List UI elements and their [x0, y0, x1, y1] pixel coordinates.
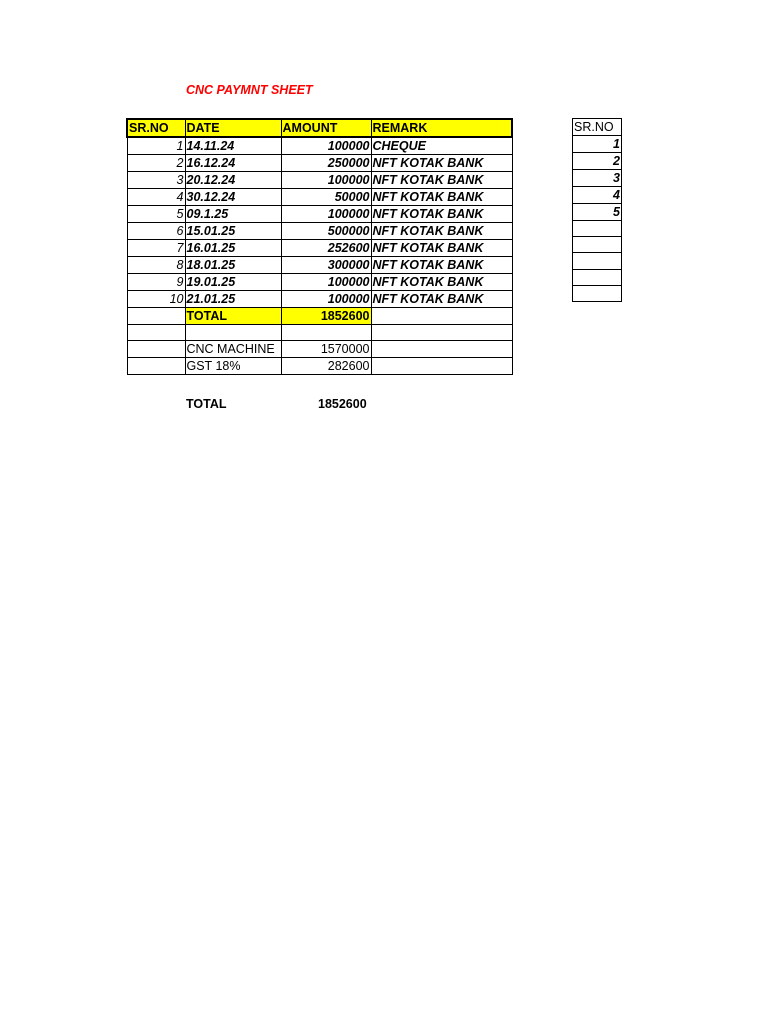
table-row: [127, 155, 512, 172]
side-row: [573, 187, 622, 204]
blank-row: [127, 325, 512, 341]
side-cell[interactable]: [573, 221, 622, 237]
cell-empty[interactable]: [127, 325, 185, 341]
side-header-row: [573, 119, 622, 136]
cell-empty[interactable]: [127, 341, 185, 358]
side-cell[interactable]: [573, 253, 622, 269]
cell-srno[interactable]: 9: [127, 274, 185, 291]
side-row: [573, 153, 622, 170]
cell-remark[interactable]: NFT KOTAK BANK: [371, 257, 512, 274]
cell-srno[interactable]: 4: [127, 189, 185, 206]
cell-date[interactable]: 19.01.25: [185, 274, 281, 291]
table-row: [127, 189, 512, 206]
cell-date[interactable]: 16.01.25: [185, 240, 281, 257]
cell-srno[interactable]: 2: [127, 155, 185, 172]
side-row: [573, 269, 622, 285]
cell-empty[interactable]: [281, 325, 371, 341]
cell-date[interactable]: 20.12.24: [185, 172, 281, 189]
cell-date[interactable]: 14.11.24: [185, 137, 281, 155]
cell-date[interactable]: 18.01.25: [185, 257, 281, 274]
side-cell[interactable]: [573, 237, 622, 253]
cell-empty[interactable]: [127, 358, 185, 375]
cell-empty[interactable]: [185, 325, 281, 341]
cell-amount[interactable]: 100000: [281, 137, 371, 155]
cell-amount[interactable]: 100000: [281, 274, 371, 291]
footer-total-amount: 1852600: [318, 397, 367, 411]
side-cell[interactable]: 4: [573, 187, 622, 204]
cell-srno[interactable]: 8: [127, 257, 185, 274]
cell-amount[interactable]: 50000: [281, 189, 371, 206]
cell-srno[interactable]: 1: [127, 137, 185, 155]
cell-amount[interactable]: 300000: [281, 257, 371, 274]
cell-srno[interactable]: 5: [127, 206, 185, 223]
table-row: [127, 137, 512, 155]
cell-amount[interactable]: 252600: [281, 240, 371, 257]
table-row: [127, 223, 512, 240]
header-remark[interactable]: REMARK: [371, 119, 512, 137]
header-amount[interactable]: AMOUNT: [281, 119, 371, 137]
cell-srno[interactable]: 10: [127, 291, 185, 308]
cell-remark[interactable]: NFT KOTAK BANK: [371, 172, 512, 189]
side-cell[interactable]: 1: [573, 136, 622, 153]
side-srno-table: [572, 118, 622, 302]
cell-amount[interactable]: 500000: [281, 223, 371, 240]
cell-empty[interactable]: [371, 358, 512, 375]
breakdown-label[interactable]: CNC MACHINE: [185, 341, 281, 358]
cell-date[interactable]: 16.12.24: [185, 155, 281, 172]
total-label[interactable]: TOTAL: [185, 308, 281, 325]
side-header-srno[interactable]: SR.NO: [573, 119, 622, 136]
side-cell[interactable]: 2: [573, 153, 622, 170]
cell-amount[interactable]: 100000: [281, 291, 371, 308]
cell-empty[interactable]: [371, 308, 512, 325]
header-row: [127, 119, 512, 137]
sheet-title: CNC PAYMNT SHEET: [186, 83, 313, 97]
cell-srno[interactable]: 7: [127, 240, 185, 257]
cell-remark[interactable]: NFT KOTAK BANK: [371, 155, 512, 172]
total-row: [127, 308, 512, 325]
cell-remark[interactable]: NFT KOTAK BANK: [371, 240, 512, 257]
side-cell[interactable]: 5: [573, 204, 622, 221]
cell-empty[interactable]: [371, 325, 512, 341]
cell-srno[interactable]: 3: [127, 172, 185, 189]
cell-remark[interactable]: CHEQUE: [371, 137, 512, 155]
cell-amount[interactable]: 250000: [281, 155, 371, 172]
side-row: [573, 253, 622, 269]
total-amount[interactable]: 1852600: [281, 308, 371, 325]
cell-amount[interactable]: 100000: [281, 172, 371, 189]
table-row: [127, 206, 512, 223]
table-row: [127, 240, 512, 257]
side-row: [573, 285, 622, 301]
cell-amount[interactable]: 100000: [281, 206, 371, 223]
header-date[interactable]: DATE: [185, 119, 281, 137]
side-row: [573, 237, 622, 253]
side-cell[interactable]: [573, 269, 622, 285]
header-srno[interactable]: SR.NO: [127, 119, 185, 137]
side-cell[interactable]: [573, 285, 622, 301]
table-row: [127, 274, 512, 291]
cell-empty[interactable]: [127, 308, 185, 325]
cell-date[interactable]: 09.1.25: [185, 206, 281, 223]
cell-remark[interactable]: NFT KOTAK BANK: [371, 291, 512, 308]
cell-remark[interactable]: NFT KOTAK BANK: [371, 189, 512, 206]
cell-date[interactable]: 15.01.25: [185, 223, 281, 240]
breakdown-row: [127, 358, 512, 375]
cell-remark[interactable]: NFT KOTAK BANK: [371, 274, 512, 291]
side-row: [573, 204, 622, 221]
cell-remark[interactable]: NFT KOTAK BANK: [371, 206, 512, 223]
side-row: [573, 170, 622, 187]
side-row: [573, 136, 622, 153]
table-row: [127, 257, 512, 274]
breakdown-label[interactable]: GST 18%: [185, 358, 281, 375]
payment-table: [126, 118, 513, 375]
table-row: [127, 172, 512, 189]
breakdown-row: [127, 341, 512, 358]
breakdown-amount[interactable]: 1570000: [281, 341, 371, 358]
cell-date[interactable]: 21.01.25: [185, 291, 281, 308]
footer-total-label: TOTAL: [186, 397, 227, 411]
table-row: [127, 291, 512, 308]
cell-remark[interactable]: NFT KOTAK BANK: [371, 223, 512, 240]
cell-date[interactable]: 30.12.24: [185, 189, 281, 206]
cell-srno[interactable]: 6: [127, 223, 185, 240]
breakdown-amount[interactable]: 282600: [281, 358, 371, 375]
side-row: [573, 221, 622, 237]
cell-empty[interactable]: [371, 341, 512, 358]
side-cell[interactable]: 3: [573, 170, 622, 187]
